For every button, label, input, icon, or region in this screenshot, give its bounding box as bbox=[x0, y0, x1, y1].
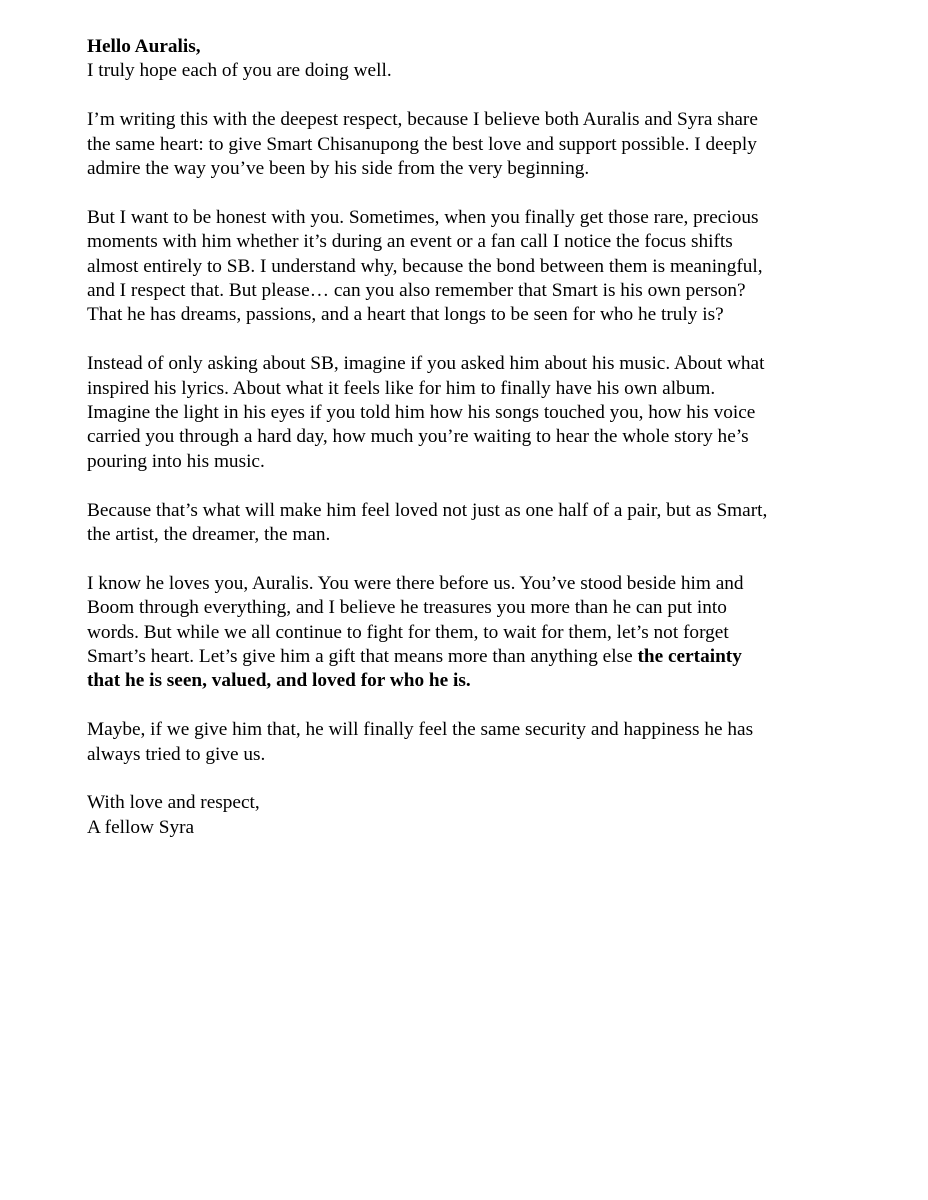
text-line: Imagine the light in his eyes if you told him how his songs touched you, how his voice bbox=[87, 402, 756, 424]
text-line: Maybe, if we give him that, he will finally feel the same security and happiness he has bbox=[87, 719, 754, 741]
text-line: I’m writing this with the deepest respect, because I believe both Auralis and Syra share bbox=[87, 109, 758, 131]
letter-body bbox=[87, 35, 847, 840]
paragraph-respect bbox=[87, 108, 847, 181]
paragraph-gift bbox=[87, 572, 847, 694]
paragraph-gap bbox=[87, 767, 847, 791]
emphasis-text: the certainty bbox=[637, 646, 742, 668]
text-segment: Smart’s heart. Let’s give him a gift that means more than anything else bbox=[87, 646, 638, 668]
text-line: But I want to be honest with you. Sometimes, when you finally get those rare, precious bbox=[87, 206, 759, 228]
paragraph-gap bbox=[87, 84, 847, 108]
letter-closing: With love and respect, bbox=[87, 792, 260, 814]
text-line: pouring into his music. bbox=[87, 450, 265, 472]
text-line: and I respect that. But please… can you also remember that Smart is his own person? bbox=[87, 280, 746, 302]
text-line: always tried to give us. bbox=[87, 743, 266, 765]
paragraph-gap bbox=[87, 547, 847, 571]
text-line: That he has dreams, passions, and a heart that longs to be seen for who he truly is? bbox=[87, 304, 724, 326]
text-line: the same heart: to give Smart Chisanupong the best love and support possible. I deeply bbox=[87, 133, 757, 155]
text-line: admire the way you’ve been by his side from the very beginning. bbox=[87, 158, 590, 180]
text-line: Because that’s what will make him feel loved not just as one half of a pair, but as Smart, bbox=[87, 499, 768, 521]
paragraph-music bbox=[87, 352, 847, 474]
paragraph-gap bbox=[87, 474, 847, 498]
text-line: Instead of only asking about SB, imagine if you asked him about his music. About what bbox=[87, 353, 765, 375]
text-line: words. But while we all continue to fight for them, to wait for them, let’s not forget bbox=[87, 621, 729, 643]
text-line: inspired his lyrics. About what it feels like for him to finally have his own album. bbox=[87, 377, 716, 399]
text-line: Boom through everything, and I believe he treasures you more than he can put into bbox=[87, 597, 727, 619]
letter-greeting: Hello Auralis, bbox=[87, 36, 201, 57]
text-line: moments with him whether it’s during an event or a fan call I notice the focus shifts bbox=[87, 231, 733, 253]
text-line: I know he loves you, Auralis. You were there before us. You’ve stood beside him and bbox=[87, 572, 744, 594]
paragraph-honest bbox=[87, 206, 847, 328]
paragraph-loved bbox=[87, 499, 847, 548]
paragraph-gap bbox=[87, 694, 847, 718]
text-line: almost entirely to SB. I understand why, because the bond between them is meaningful, bbox=[87, 255, 763, 277]
text-line: the artist, the dreamer, the man. bbox=[87, 524, 331, 546]
paragraph-security bbox=[87, 718, 847, 767]
letter-intro: I truly hope each of you are doing well. bbox=[87, 60, 392, 82]
letter-signature: A fellow Syra bbox=[87, 816, 195, 838]
paragraph-gap bbox=[87, 181, 847, 205]
emphasis-text: that he is seen, valued, and loved for who he is. bbox=[87, 670, 471, 692]
text-line-mixed bbox=[87, 645, 847, 669]
paragraph-gap bbox=[87, 328, 847, 352]
text-line: carried you through a hard day, how much you’re waiting to hear the whole story he’s bbox=[87, 426, 749, 448]
